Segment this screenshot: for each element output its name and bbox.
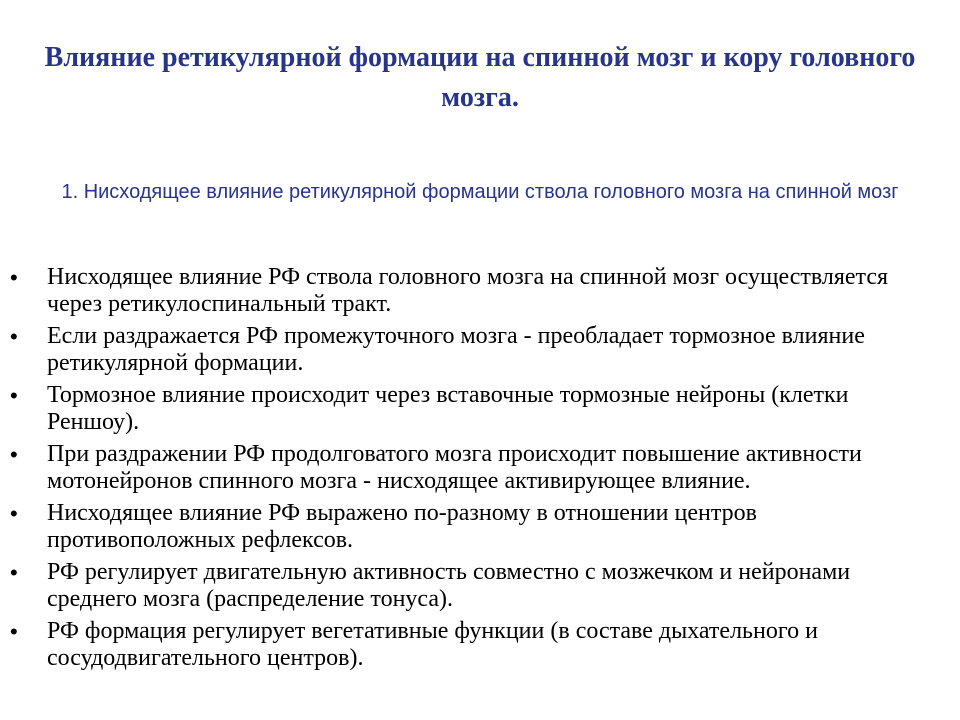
- bullet-item: [0, 618, 960, 672]
- bullet-item: [0, 500, 960, 554]
- bullet-list: [0, 264, 960, 677]
- bullet-text: Тормозное влияние происходит через вставочные тормозные нейроны (клетки Реншоу).: [47, 382, 849, 435]
- slide-title: Влияние ретикулярной формации на спинной мозг и кору головного мозга.: [44, 42, 916, 113]
- bullet-dot-icon: •: [10, 442, 18, 467]
- bullet-dot-icon: •: [10, 324, 18, 349]
- bullet-text: Нисходящее влияние РФ ствола головного мозга на спинной мозг осуществляется через ретикулоспинальный тракт.: [47, 264, 889, 317]
- bullet-dot-icon: •: [10, 265, 18, 290]
- bullet-item: [0, 441, 960, 495]
- bullet-item: [0, 323, 960, 377]
- bullet-dot-icon: •: [10, 383, 18, 408]
- slide-subtitle: 1. Нисходящее влияние ретикулярной формации ствола головного мозга на спинной мозг: [61, 181, 899, 203]
- bullet-item: [0, 382, 960, 436]
- bullet-dot-icon: •: [10, 501, 18, 526]
- bullet-item: [0, 264, 960, 318]
- bullet-text: Если раздражается РФ промежуточного мозга - преобладает тормозное влияние ретикулярной формации.: [47, 323, 865, 376]
- bullet-dot-icon: •: [10, 619, 18, 644]
- bullet-item: [0, 559, 960, 613]
- bullet-text: РФ регулирует двигательную активность совместно с мозжечком и нейронами среднего мозга (распределение тонуса).: [47, 559, 851, 612]
- bullet-dot-icon: •: [10, 560, 18, 585]
- bullet-text: РФ формация регулирует вегетативные функции (в составе дыхательного и сосудодвигательного центров).: [47, 618, 818, 671]
- bullet-text: Нисходящее влияние РФ выражено по-разному в отношении центров противоположных рефлексов.: [47, 500, 757, 553]
- bullet-text: При раздражении РФ продолговатого мозга происходит повышение активности мотонейронов спинного мозга - нисходящее активирующее влияние.: [47, 441, 862, 494]
